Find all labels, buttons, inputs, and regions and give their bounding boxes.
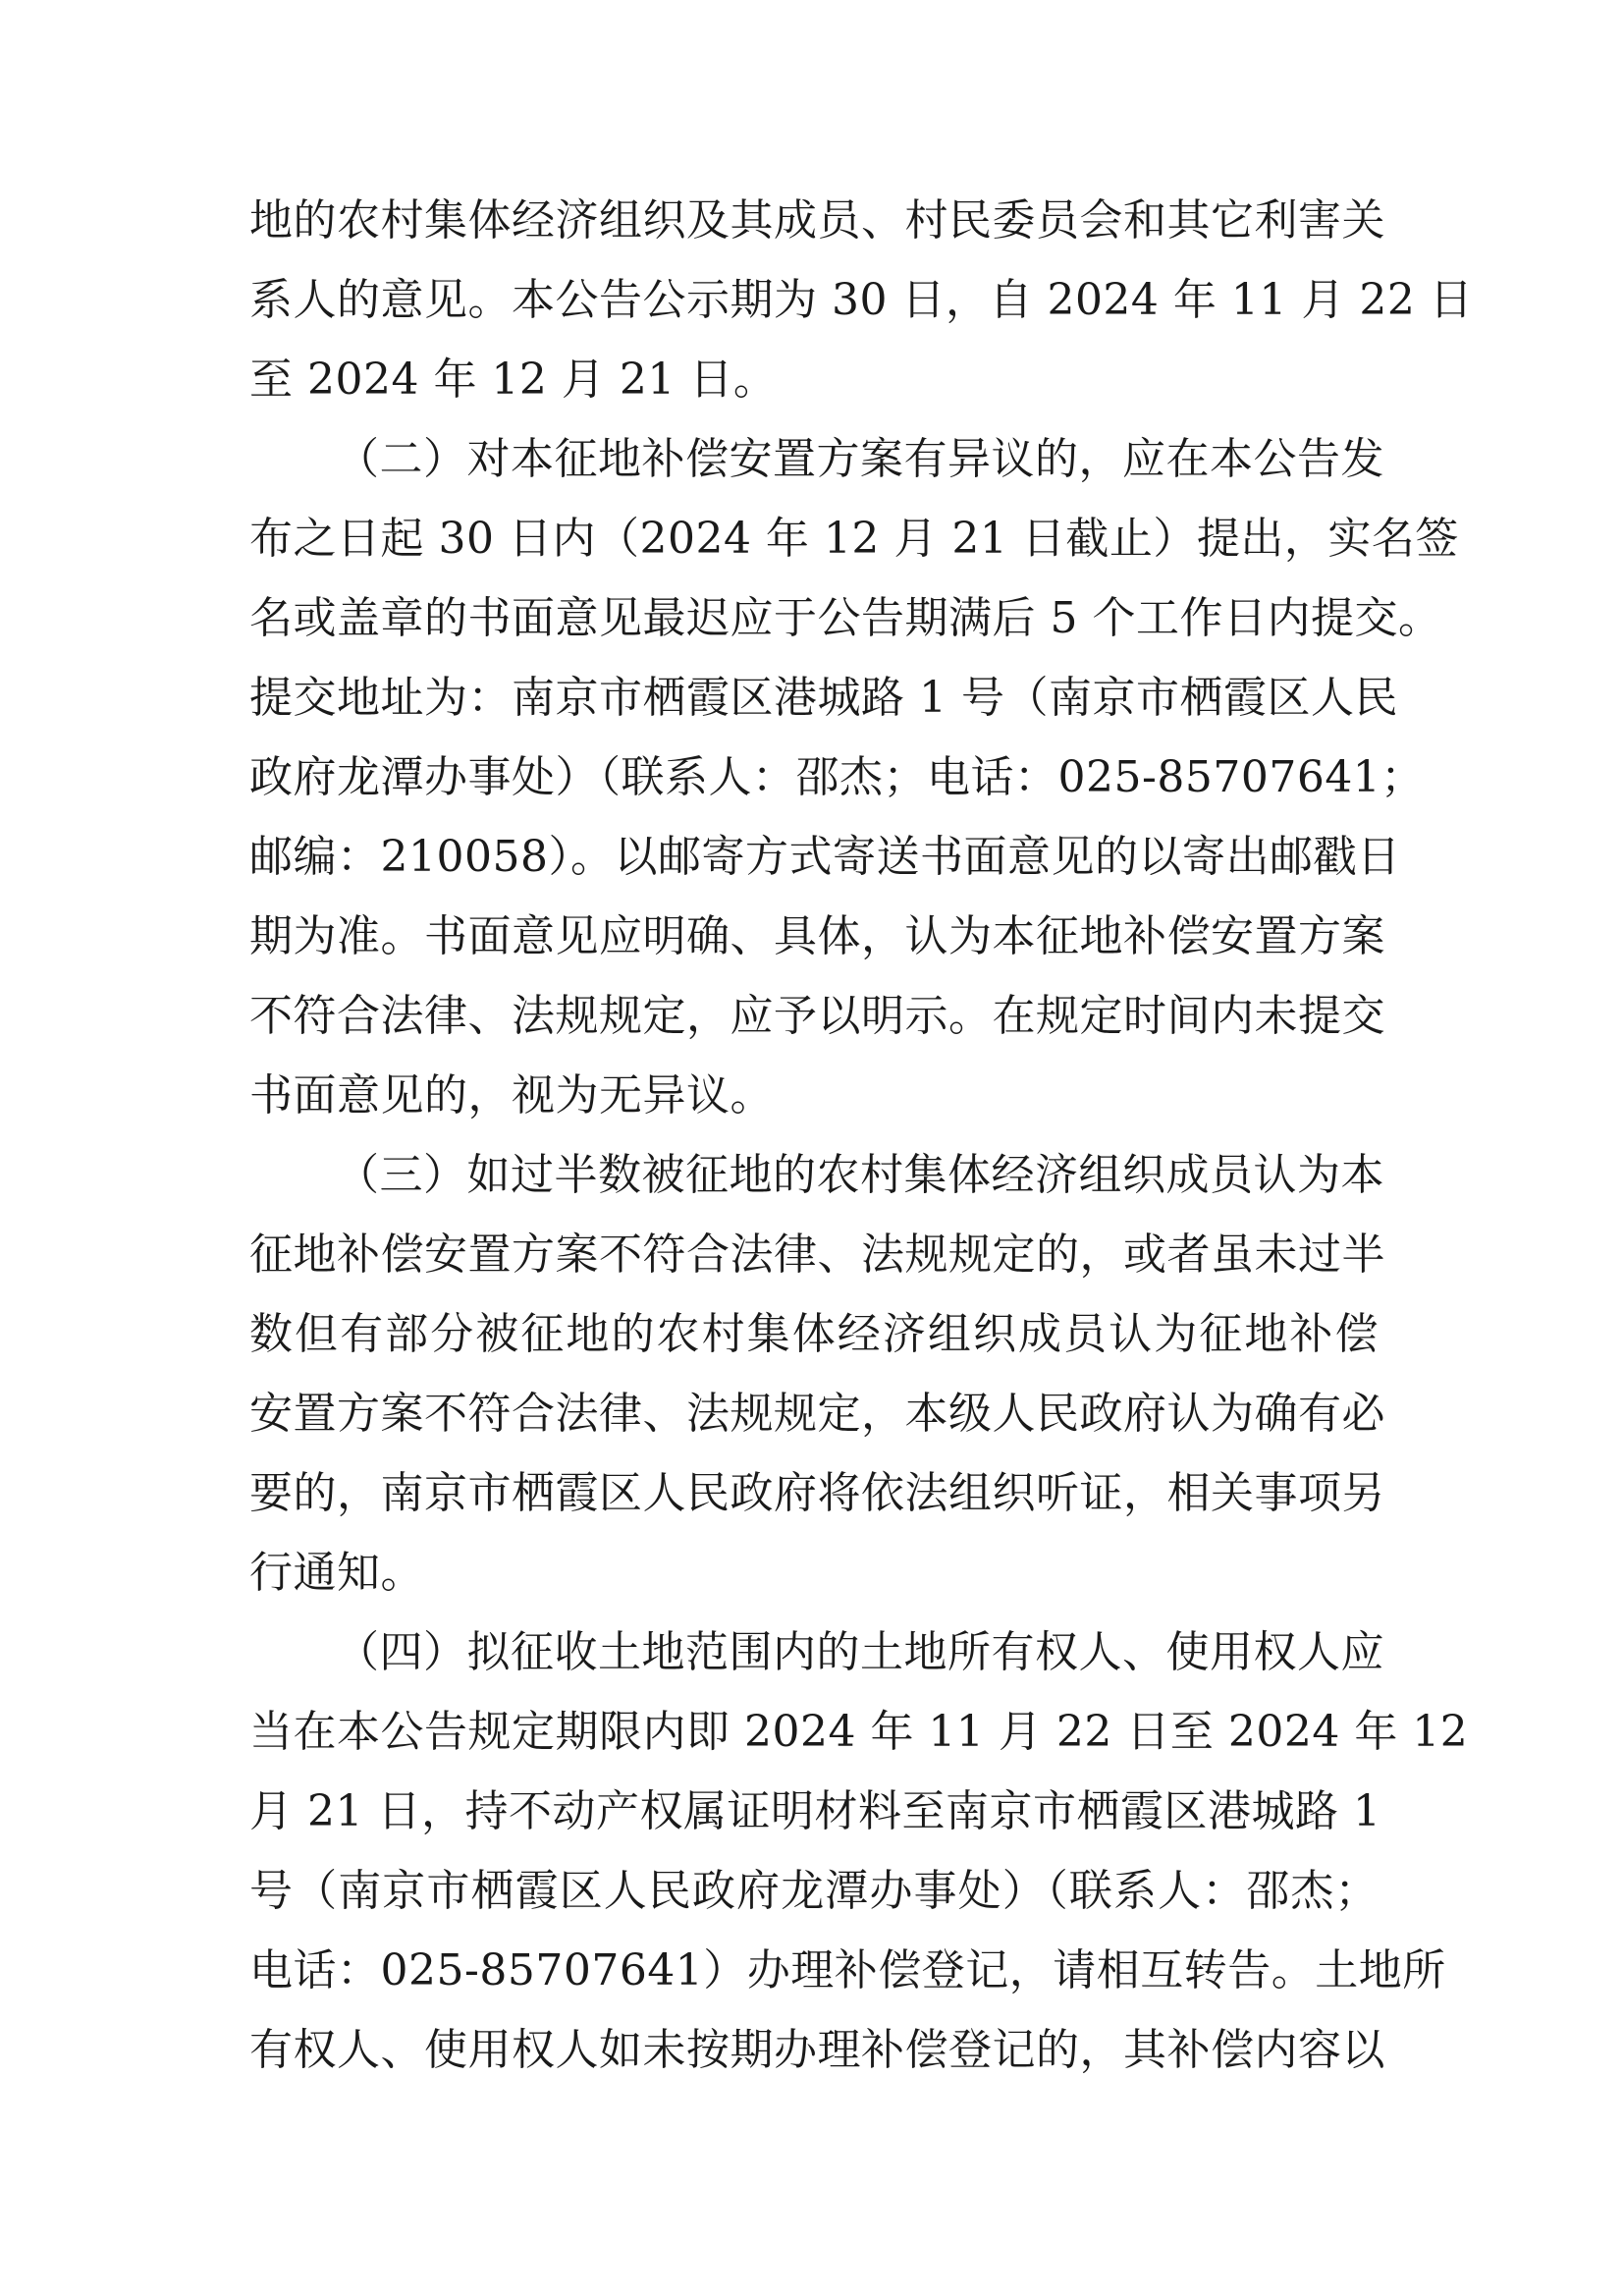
text-line: （四）拟征收土地范围内的土地所有权人、使用权人应 <box>336 1627 1384 1677</box>
text-line: 有权人、使用权人如未按期办理补偿登记的，其补偿内容以 <box>249 2025 1385 2075</box>
text-line: 号（南京市栖霞区人民政府龙潭办事处）（联系人：邵杰； <box>249 1866 1379 1916</box>
text-line: 不符合法律、法规规定，应予以明示。在规定时间内未提交 <box>249 991 1385 1041</box>
text-line: 要的，南京市栖霞区人民政府将依法组织听证，相关事项另 <box>249 1468 1385 1518</box>
text-line: 安置方案不符合法律、法规规定，本级人民政府认为确有必 <box>249 1389 1385 1439</box>
text-line: 提交地址为：南京市栖霞区港城路 1 号（南京市栖霞区人民 <box>249 673 1398 723</box>
text-line: 行通知。 <box>249 1548 424 1598</box>
text-line: 政府龙潭办事处）（联系人：邵杰；电话：025-85707641； <box>249 752 1425 802</box>
text-line: 邮编：210058）。以邮寄方式寄送书面意见的以寄出邮戳日 <box>249 832 1401 882</box>
text-line: 地的农村集体经济组织及其成员、村民委员会和其它利害关 <box>249 195 1385 246</box>
text-line: 月 21 日，持不动产权属证明材料至南京市栖霞区港城路 1 <box>249 1786 1381 1836</box>
text-line: 电话：025-85707641）办理补偿登记，请相互转告。土地所 <box>249 1945 1446 1995</box>
text-line: 期为准。书面意见应明确、具体，认为本征地补偿安置方案 <box>249 911 1385 961</box>
text-line: 布之日起 30 日内（2024 年 12 月 21 日截止）提出，实名签 <box>249 514 1459 564</box>
text-line: 当在本公告规定期限内即 2024 年 11 月 22 日至 2024 年 12 <box>249 1707 1469 1757</box>
text-line: 至 2024 年 12 月 21 日。 <box>249 355 778 405</box>
text-line: 书面意见的，视为无异议。 <box>249 1070 774 1121</box>
text-line: 征地补偿安置方案不符合法律、法规规定的，或者虽未过半 <box>249 1230 1385 1280</box>
text-line: 数但有部分被征地的农村集体经济组织成员认为征地补偿 <box>249 1309 1379 1359</box>
text-line: （二）对本征地补偿安置方案有异议的，应在本公告发 <box>336 434 1384 484</box>
text-line: 名或盖章的书面意见最迟应于公告期满后 5 个工作日内提交。 <box>249 593 1442 643</box>
document-body <box>249 181 1474 2090</box>
text-line: 系人的意见。本公告公示期为 30 日，自 2024 年 11 月 22 日 <box>249 275 1474 325</box>
text-line: （三）如过半数被征地的农村集体经济组织成员认为本 <box>336 1150 1384 1200</box>
